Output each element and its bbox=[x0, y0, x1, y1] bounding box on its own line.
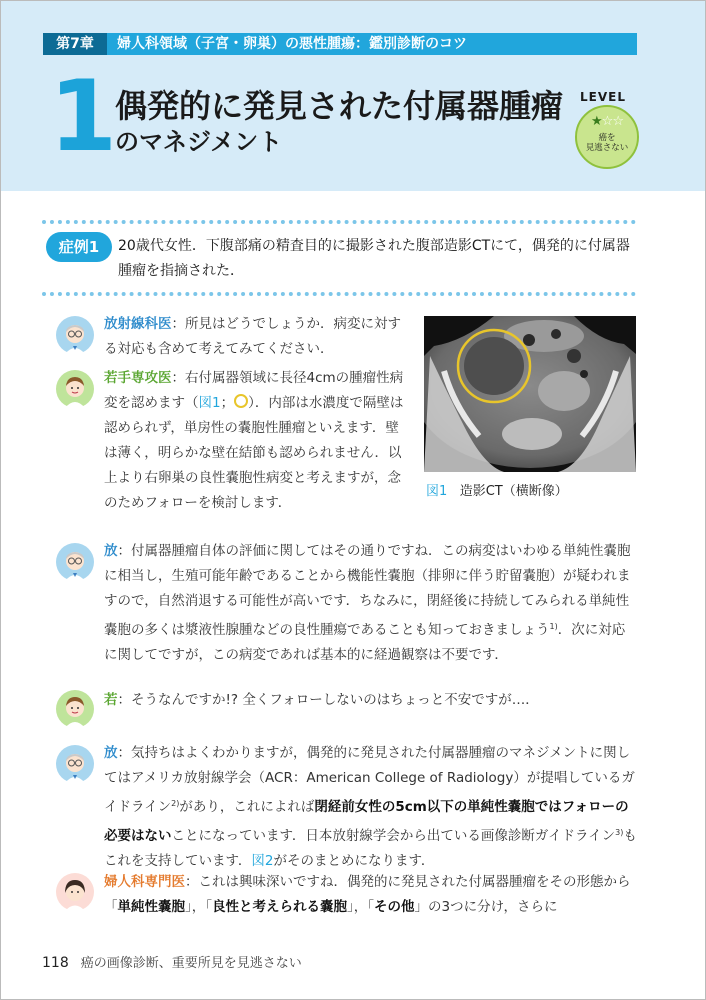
dialogue-text: ：そうなんですか!? 全くフォローしないのはちょっと不安ですが…． bbox=[117, 692, 539, 708]
dialogue-text: ：付属器腫瘤自体の評価に関してはその通りですね．この病変はいわゆる単純性嚢胞に相当し，生殖可能年齢であることから機能性嚢胞（排卵に伴う貯留嚢胞）が疑われますので，自然消退する可能性が高いです．ちなみに，閉経後に持続してみられる単純性嚢胞の多くは漿液性腺腫などの良性腫瘍であることも知っておきましょう bbox=[104, 543, 631, 638]
dialogue-text: ； bbox=[220, 395, 235, 411]
level-label: LEVEL bbox=[580, 90, 626, 104]
radiologist-avatar bbox=[56, 316, 94, 354]
page-subtitle: のマネジメント bbox=[115, 128, 283, 156]
citation-ref: 2) bbox=[171, 799, 180, 808]
speaker-label: 放 bbox=[104, 543, 118, 559]
dialogue-line bbox=[104, 539, 638, 668]
dialogue-line bbox=[104, 366, 404, 516]
yellow-circle-icon bbox=[234, 394, 248, 408]
radiologist-avatar bbox=[56, 745, 94, 783]
dialogue-text: 」，「 bbox=[347, 899, 374, 915]
figure-ref-link[interactable]: 図2 bbox=[251, 853, 274, 869]
figure-title: 造影CT（横断像） bbox=[459, 484, 568, 499]
level-text-line1: 癌を bbox=[598, 133, 616, 143]
running-title: 癌の画像診断、重要所見を見逃さない bbox=[80, 956, 302, 971]
emphasis-text: 単純性嚢胞 bbox=[117, 899, 185, 915]
level-badge bbox=[575, 105, 639, 169]
speaker-label: 放 bbox=[104, 745, 118, 761]
page-number: 118 bbox=[42, 955, 69, 971]
dialogue-line bbox=[104, 741, 638, 874]
chapter-number: 第7章 bbox=[43, 33, 107, 55]
dialogue-text: ：所見はどうでしょうか．病変に対する対応も含めて考えてみてください． bbox=[104, 316, 401, 357]
speaker-label: 婦人科専門医 bbox=[104, 874, 185, 890]
dialogue-text: ．次に対応に関してですが，この病変であれば基本的に経過観察は不要です． bbox=[104, 622, 626, 663]
emphasis-text: 閉経前女性の5cm以下の単純性嚢胞ではフォローの必要はない bbox=[104, 799, 629, 844]
dialogue-text: もこれを支持しています． bbox=[104, 828, 637, 869]
section-number: 1 bbox=[49, 60, 118, 174]
level-text bbox=[577, 133, 637, 153]
chapter-bar bbox=[43, 33, 637, 55]
ct-scan-graphic bbox=[424, 316, 636, 472]
speaker-label: 若 bbox=[104, 692, 118, 708]
ct-image bbox=[424, 316, 636, 472]
dialogue-text: ：気持ちはよくわかりますが，偶発的に発見された付属器腫瘤のマネジメントに関してはアメリカ放射線学会（ACR：American College of Radiology）が提唱しているガイドライン bbox=[104, 745, 635, 815]
dialogue-line bbox=[104, 312, 404, 362]
case-badge: 症例1 bbox=[46, 232, 112, 262]
page-footer bbox=[42, 952, 302, 971]
dialogue-text: があり，これによれば bbox=[179, 799, 315, 815]
resident-avatar bbox=[56, 690, 94, 728]
star-filled-icon: ★ bbox=[591, 114, 602, 129]
figure-ref-link[interactable]: 図1 bbox=[198, 395, 221, 411]
dialogue-text: がそのまとめになります． bbox=[273, 853, 435, 869]
figure-number: 図1 bbox=[426, 484, 448, 499]
dialogue-text: 」，「 bbox=[185, 899, 212, 915]
dialogue-text: 」の3つに分け，さらに bbox=[414, 899, 558, 915]
figure-caption bbox=[426, 480, 568, 499]
chapter-header bbox=[1, 1, 705, 191]
speaker-label: 若手専攻医 bbox=[104, 370, 172, 386]
level-stars bbox=[577, 115, 637, 129]
dialogue-text: ：これは興味深いですね．偶発的に発見された付属器腫瘤をその形態から「 bbox=[104, 874, 631, 915]
page-title: 偶発的に発見された付属器腫瘤 bbox=[115, 87, 564, 125]
emphasis-text: 良性と考えられる嚢胞 bbox=[212, 899, 347, 915]
case-text: 20歳代女性．下腹部痛の精査目的に撮影された腹部造影CTにて，偶発的に付属器腫瘤を指摘された． bbox=[118, 238, 630, 279]
resident-avatar bbox=[56, 370, 94, 408]
star-empty-icon: ☆☆ bbox=[601, 114, 623, 129]
dialogue-line bbox=[104, 688, 638, 713]
case-top-divider bbox=[42, 220, 636, 224]
gynecologist-avatar bbox=[56, 873, 94, 911]
dialogue-text: ことになっています．日本放射線学会から出ている画像診断ガイドライン bbox=[171, 828, 616, 844]
case-bottom-divider bbox=[42, 292, 636, 296]
chapter-title: 婦人科領域（子宮・卵巣）の悪性腫瘍：鑑別診断のコツ bbox=[117, 36, 467, 52]
emphasis-text: その他 bbox=[374, 899, 415, 915]
citation-ref: 3) bbox=[615, 828, 624, 837]
level-text-line2: 見逃さない bbox=[585, 143, 629, 153]
dialogue-line bbox=[104, 870, 638, 920]
radiologist-avatar bbox=[56, 543, 94, 581]
citation-ref: 1) bbox=[549, 622, 558, 631]
dialogue-text: ）．内部は水濃度で隔壁は認められず，単房性の嚢胞性腫瘤といえます．壁は薄く，明らかな壁在結節も認められません．以上より右卵巣の良性嚢胞性病変と考えますが，念のためフォローを検討します． bbox=[104, 395, 404, 511]
dialogue-text: ：右付属器領域に長径4cmの腫瘤性病変を認めます（ bbox=[104, 370, 404, 411]
speaker-label: 放射線科医 bbox=[104, 316, 172, 332]
